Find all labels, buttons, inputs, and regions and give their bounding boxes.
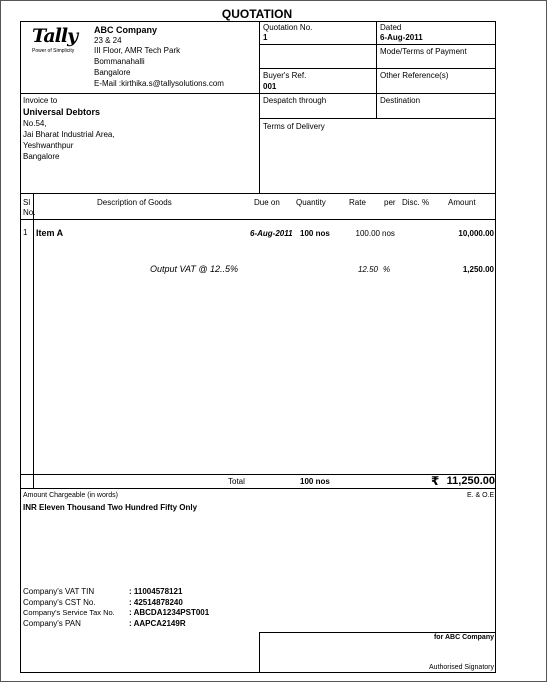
item-due-on: 6-Aug-2011 [250,229,293,238]
buyer-address-line: No.54, [23,119,47,128]
cst-no-label: Company's CST No. [23,598,96,607]
tally-logo [29,25,81,58]
company-address-line: Bommanahalli [94,57,145,66]
pan-value: : AAPCA2149R [129,619,186,628]
buyers-ref-value: 001 [263,82,277,91]
item-per: nos [382,229,395,238]
dated-value: 6-Aug-2011 [380,33,423,42]
company-address-line: 23 & 24 [94,36,122,45]
col-header-due-on: Due on [254,198,280,207]
rule [20,219,496,220]
buyer-address-line: Yeshwanthpur [23,141,74,150]
terms-of-delivery-label: Terms of Delivery [263,122,325,131]
document-title: QUOTATION [221,7,293,21]
amount-words-label: Amount Chargeable (in words) [23,492,118,499]
quotation-no-value: 1 [263,33,268,42]
despatch-through-label: Despatch through [263,96,327,105]
buyer-address-line: Jai Bharat Industrial Area, [23,130,115,139]
tally-logo-word: Tally [32,25,78,47]
vat-tin-label: Company's VAT TIN [23,587,95,596]
invoice-to-label: Invoice to [23,96,58,105]
item-sl: 1 [23,228,28,237]
rule [33,193,34,488]
authorised-signatory-label: Authorised Signatory [429,664,494,671]
rule [20,21,21,673]
rule [20,488,496,489]
for-company-label: for ABC Company [433,634,494,641]
buyers-ref-label: Buyer's Ref. [263,71,307,80]
rule [259,118,496,119]
destination-label: Destination [380,96,421,105]
rule [259,44,496,45]
vat-tin-value: : 11004578121 [129,587,183,596]
col-header-description: Description of Goods [97,198,172,207]
rule [259,68,496,69]
rule [20,21,496,22]
company-email: E-Mail :kirthika.s@tallysolutions.com [94,79,224,88]
dated-label: Dated [380,23,402,32]
item-description: Item A [36,228,64,238]
tax-per: % [383,265,391,274]
cst-no-value: : 42514878240 [129,598,183,607]
col-header-amount: Amount [448,198,476,207]
rule [376,21,377,118]
rule [259,21,260,193]
total-quantity: 100 nos [300,477,330,486]
company-address-line: Bangalore [94,68,131,77]
other-reference-label: Other Reference(s) [380,71,449,80]
company-name: ABC Company [94,25,158,35]
item-rate: 100.00 [355,229,380,238]
buyer-name: Universal Debtors [23,107,101,117]
company-address-line: III Floor, AMR Tech Park [94,46,181,55]
buyer-address-line: Bangalore [23,152,60,161]
pan-label: Company's PAN [23,619,81,628]
rule [259,632,260,673]
item-quantity: 100 nos [300,229,330,238]
col-header-disc: Disc. % [402,198,430,207]
eoe-label: E. & O.E [467,492,495,499]
amount-in-words: INR Eleven Thousand Two Hundred Fifty Only [23,503,198,512]
rule [259,93,496,94]
total-label: Total [228,477,245,486]
tally-logo-tagline: Power of Simplicity [32,48,75,54]
item-amount: 10,000.00 [458,229,494,238]
col-header-per: per [384,198,396,207]
rule [20,93,259,94]
tax-description: Output VAT @ 12..5% [150,264,239,274]
tax-rate: 12.50 [357,265,378,274]
quotation-no-label: Quotation No. [263,23,313,32]
mode-of-payment-label: Mode/Terms of Payment [380,47,467,56]
col-header-sl: Sl [23,198,31,207]
col-header-rate: Rate [349,198,366,207]
rule [20,474,496,475]
service-tax-value: : ABCDA1234PST001 [129,608,210,617]
rupee-symbol: ₹ [431,474,440,488]
col-header-no: No. [23,208,36,217]
col-header-quantity: Quantity [296,198,326,207]
tax-amount: 1,250.00 [462,265,494,274]
rule [20,193,496,194]
service-tax-label: Company's Service Tax No. [23,608,115,617]
total-amount: 11,250.00 [446,475,495,487]
